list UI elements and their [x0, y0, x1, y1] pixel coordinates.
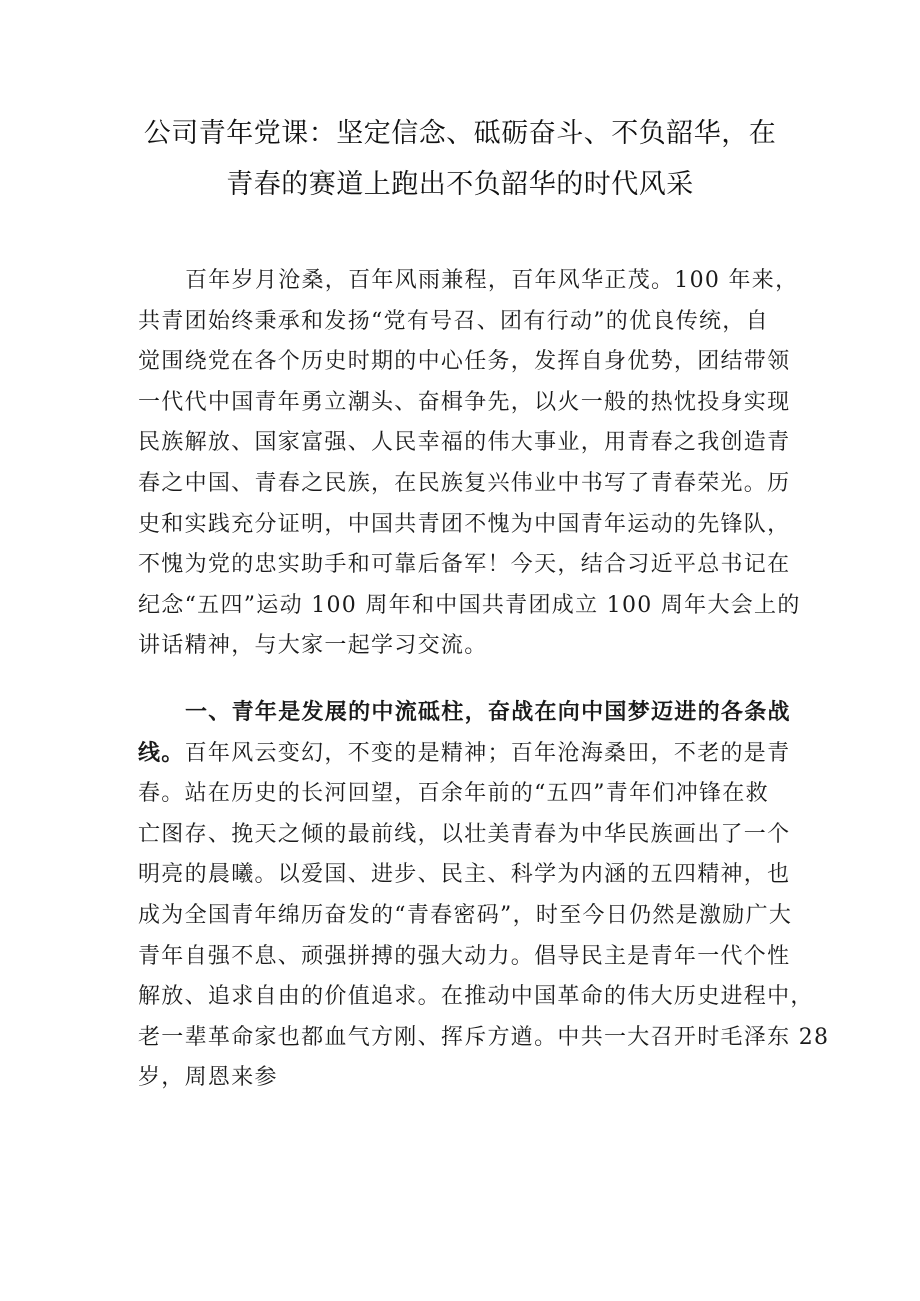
paragraph-line: 不愧为党的忠实助手和可靠后备军！今天，结合习近平总书记在: [138, 552, 791, 578]
section-heading-end: 线。: [138, 739, 185, 766]
intro-paragraph: [138, 261, 801, 667]
paragraph-line: 成为全国青年绵历奋发的“青春密码”，时至今日仍然是激励广大: [138, 902, 793, 928]
paragraph-line: 史和实践充分证明，中国共青团不愧为中国青年运动的先锋队，: [138, 511, 791, 537]
paragraph-line: [138, 733, 791, 775]
paragraph-text-run: 百年风云变幻，不变的是精神；百年沧海桑田，不老的是青: [184, 740, 791, 766]
paragraph-line: 觉围绕党在各个历史时期的中心任务，发挥自身优势，团结带领: [138, 349, 791, 375]
paragraph-line: 岁，周恩来参: [138, 1065, 278, 1091]
paragraph-line: 百年岁月沧桑，百年风雨兼程，百年风华正茂。100 年来，: [185, 268, 799, 293]
paragraph-line: 纪念“五四”运动 100 周年和中国共青团成立 100 周年大会上的: [138, 592, 801, 618]
paragraph-line: 讲话精神，与大家一起学习交流。: [138, 633, 488, 659]
paragraph-line: 春。站在历史的长河回望，百余年前的“五四”青年们冲锋在救: [138, 781, 769, 807]
section-one-paragraph: [138, 692, 830, 1099]
title-line: 青春的赛道上跑出不负韶华的时代风采: [226, 169, 694, 200]
paragraph-line: 民族解放、国家富强、人民幸福的伟大事业，用青春之我创造青: [138, 430, 791, 456]
section-heading-line: 一、青年是发展的中流砥柱，奋战在向中国梦迈进的各条战: [185, 699, 791, 725]
paragraph-line: 共青团始终秉承和发扬“党有号召、团有行动”的优良传统，自: [138, 308, 769, 334]
paragraph-line: 老一辈革命家也都血气方刚、挥斥方遒。中共一大召开时毛泽东 28: [138, 1024, 830, 1050]
paragraph-line: 青年自强不息、顽强拼搏的强大动力。倡导民主是青年一代个性: [138, 943, 791, 969]
paragraph-line: 明亮的晨曦。以爱国、进步、民主、科学为内涵的五四精神，也: [138, 862, 791, 888]
title-line: 公司青年党课：坚定信念、砥砺奋斗、不负韶华，在: [143, 118, 777, 149]
paragraph-line: 春之中国、青春之民族，在民族复兴伟业中书写了青春荣光。历: [138, 470, 791, 496]
paragraph-line: 一代代中国青年勇立潮头、奋楫争先，以火一般的热忱投身实现: [138, 389, 791, 415]
document-title: [120, 108, 800, 210]
paragraph-line: 解放、追求自由的价值追求。在推动中国革命的伟大历史进程中，: [138, 984, 814, 1010]
paragraph-line: 亡图存、挽天之倾的最前线，以壮美青春为中华民族画出了一个: [138, 821, 791, 847]
